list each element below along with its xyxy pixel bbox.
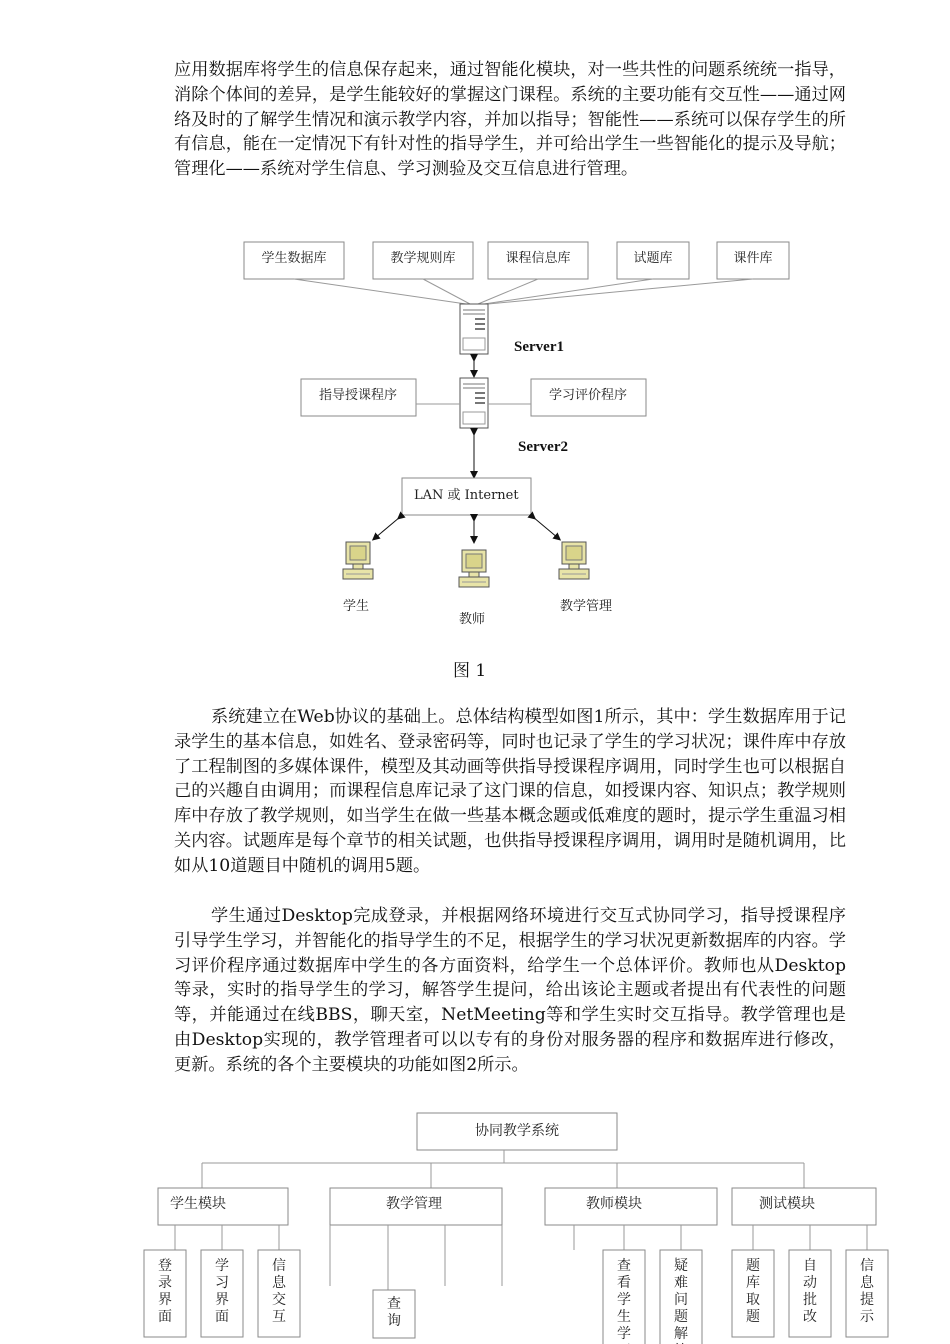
svg-text:疑难问题解答: 疑难问题解 [674,1258,688,1342]
figure1-caption: 图 1 [453,661,487,681]
svg-text:查询: 查询 [387,1296,401,1329]
svg-text:指导授课程序: 指导授课程序 [318,388,398,403]
svg-text:自动批改: 自动批改 [803,1258,817,1325]
leaf-query [373,1290,415,1338]
svg-text:协同教学系统: 协同教学系统 [475,1123,559,1139]
svg-text:教师模块: 教师模块 [586,1196,642,1212]
root-collaborative-teaching-system [417,1113,617,1150]
svg-text:题库取题: 题库取题 [746,1258,760,1325]
module-student [158,1188,288,1225]
svg-text:课程信息库: 课程信息库 [505,251,571,266]
client-student-label: 学生 [342,599,370,614]
server2-label: Server2 [518,439,568,455]
svg-text:LAN 或 Internet: LAN 或 Internet [414,488,519,503]
leaf-difficult-question-answer [660,1250,702,1344]
svg-text:试题库: 试题库 [633,251,673,266]
leaf-login-interface [144,1250,186,1337]
svg-text:学生数据库: 学生数据库 [261,251,327,266]
leaf-auto-grading [789,1250,831,1337]
module-test [732,1188,876,1225]
leaf-info-prompt [846,1250,888,1337]
leaf-learning-interface [201,1250,243,1337]
server1-label: Server1 [514,339,564,355]
svg-text:学习界面: 学习界面 [215,1258,229,1325]
paragraph-intro: 应用数据库将学生的信息保存起来，通过智能化模块，对一些共性的问题系统统一指导，消除个体间的差异，是学生能较好的掌握这门课程。系统的主要功能有交互性——通过网络及时的了解学生情况和演示教学内容，并加以指导；智能性——系统可以保存学生的所有信息，能在一定情况下有针对性的指导学生，并可给出学生一些智能化的提示及导航；管理化——系统对学生信息、学习测验及交互信息进行管理。 [174,60,846,180]
svg-text:信息交互: 信息交互 [272,1258,286,1325]
svg-text:教学管理: 教学管理 [386,1196,442,1212]
client-admin-label: 教学管理 [559,599,613,614]
svg-text:学习评价程序: 学习评价程序 [548,388,628,403]
module-teaching-management [330,1188,502,1225]
leaf-question-fetch [732,1250,774,1337]
svg-text:课件库: 课件库 [733,251,773,266]
leaf-view-student-learning [603,1250,645,1344]
svg-text:信息提示: 信息提示 [860,1258,874,1325]
svg-text:查看学生学习: 查看学生学 [617,1258,631,1342]
leaf-info-interaction [258,1250,300,1337]
svg-text:教学规则库: 教学规则库 [390,251,456,266]
svg-text:登录界面: 登录界面 [158,1258,172,1325]
client-teacher-label: 教师 [458,612,486,627]
svg-text:学生模块: 学生模块 [170,1196,226,1212]
svg-text:测试模块: 测试模块 [759,1196,815,1212]
paragraph-modules: 学生通过Desktop完成登录，并根据网络环境进行交互式协同学习，指导授课程序引导学生学习，并智能化的指导学生的不足，根据学生的学习状况更新数据库的内容。学习评价程序通过数据库中学生的各方面资料，给学生一个总体评价。教师也从Desktop等录，实时的指导学生的学习，解答学生提问，给出该论主题或者提出有代表性的问题等，并能通过在线BBS，聊天室，NetMeeting等和学生实时交互指导。教学管理也是由Desktop实现的，教学管理者可以以专有的身份对服务器的程序和数据库进行修改，更新。系统的各个主要模块的功能如图2所示。 [174,906,846,1075]
paragraph-architecture: 系统建立在Web协议的基础上。总体结构模型如图1所示，其中：学生数据库用于记录学生的基本信息，如姓名、登录密码等，同时也记录了学生的学习状况；课件库中存放了工程制图的多媒体课件，模型及其动画等供指导授课程序调用，同时学生也可以根据自己的兴趣自由调用；而课程信息库记录了这门课的信息，如授课内容、知识点；教学规则库中存放了教学规则，如当学生在做一些基本概念题或低难度的题时，提示学生重温习相关内容。试题库是每个章节的相关试题，也供指导授课程序调用，调用时是随机调用，比如从10道题目中随机的调用5题。 [174,707,846,876]
module-teacher [545,1188,717,1225]
